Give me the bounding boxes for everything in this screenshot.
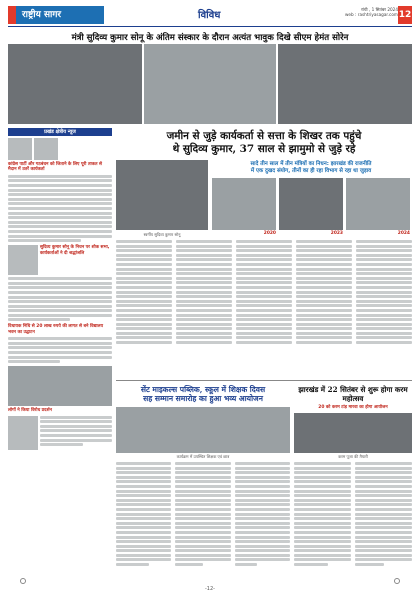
page-footer-number: -12- bbox=[205, 586, 215, 592]
portrait-minister-2 bbox=[279, 178, 343, 230]
section-title: विविध bbox=[198, 10, 221, 21]
school-event-headline-line1: सेंट माइकल्स पब्लिक, स्कूल में शिक्षक दिवस bbox=[140, 385, 266, 394]
story3-headline: विधायक निधि से 20 लाख रुपये की लागत से बने विद्यालय भवन का उद्घाटन bbox=[8, 324, 103, 335]
registration-mark-right bbox=[394, 578, 400, 584]
school-event-body bbox=[116, 462, 290, 568]
karam-festival-caption: करम पूजा की तैयारी bbox=[338, 454, 368, 459]
year-label-2: 2023 bbox=[330, 231, 343, 236]
masthead bbox=[8, 6, 412, 24]
feature-headline bbox=[116, 130, 412, 156]
story2-headline: सुदिव्य कुमार सोनू के निधन पर शोक सभा, कार्यकर्ताओं ने दी श्रद्धांजलि bbox=[40, 245, 110, 256]
news-thumb-3 bbox=[8, 245, 38, 275]
school-event-photo bbox=[116, 407, 290, 453]
school-event-headline bbox=[116, 385, 290, 404]
feature-body-col-1 bbox=[116, 240, 172, 346]
feature-subhead-line2: में एक दुखद संयोग, तीनों का ही रहा विभाग से रहा था जुड़ाव bbox=[250, 168, 372, 174]
feature-headline-line1: जमीन से जुड़े कार्यकर्ता से सत्ता के शिखर तक पहुंचे bbox=[166, 130, 362, 142]
karam-festival-body bbox=[294, 462, 412, 568]
portrait-year-row bbox=[212, 231, 410, 236]
website: web : rashtriyasagar.com bbox=[344, 12, 398, 17]
issue-date: रांची , 1 सितंबर 2024 bbox=[361, 7, 398, 12]
newspaper-brand: राष्ट्रीय सागर bbox=[8, 6, 104, 24]
lead-photo-3 bbox=[278, 44, 412, 124]
portrait-minister-3 bbox=[346, 178, 410, 230]
masthead-rule bbox=[8, 26, 412, 27]
masthead-meta bbox=[308, 7, 398, 17]
school-event-caption: कार्यक्रम में उपस्थित शिक्षक एवं छात्र bbox=[176, 454, 230, 459]
feature-body-col-5 bbox=[356, 240, 412, 346]
story4-headline: लोगों ने किया विरोध प्रदर्शन bbox=[8, 408, 52, 414]
news-thumb-1 bbox=[8, 138, 32, 160]
section-divider bbox=[116, 380, 412, 381]
feature-headline-line2: थे सुदिव्य कुमार, 37 साल से झामुमो से जुड़े रहे bbox=[172, 143, 356, 155]
karam-festival-photo bbox=[294, 413, 412, 453]
feature-photo-caption: स्वर्गीय सुदिव्य कुमार सोनू bbox=[143, 232, 181, 237]
karam-festival-subhead: 20 को करम टांड़ मारवा का होगा आयोजन bbox=[318, 405, 388, 410]
story4-body bbox=[40, 416, 112, 450]
story2-body bbox=[8, 277, 112, 321]
story1-body bbox=[8, 175, 112, 242]
feature-body-col-3 bbox=[236, 240, 292, 346]
year-label-1: 2020 bbox=[263, 231, 276, 236]
news-photo-left-lower bbox=[8, 366, 112, 406]
karam-festival-headline: झारखंड में 22 सितंबर से शुरू होगा करम महोत्सव bbox=[298, 385, 408, 403]
page-number-badge: 12 bbox=[398, 6, 412, 24]
lead-photo-2 bbox=[144, 44, 276, 124]
feature-body-col-2 bbox=[176, 240, 232, 346]
left-column bbox=[8, 128, 112, 450]
news-thumb-2 bbox=[34, 138, 58, 160]
news-thumb-4 bbox=[8, 416, 38, 450]
lead-headline: मंत्री सुदिव्य कुमार सोनू के अंतिम संस्कार के दौरान अत्यंत भावुक दिखे सीएम हेमंत सोरेन bbox=[71, 33, 349, 43]
school-event-headline-line2: सह सम्मान समारोह का हुआ भव्य आयोजन bbox=[143, 394, 263, 404]
lead-photo-1 bbox=[8, 44, 142, 124]
story1-headline: कांग्रेस पार्टी और गठबंधन को जिताने के लिए पूरी ताकत से मैदान में उतरें कार्यकर्ता bbox=[8, 162, 102, 173]
story3-body bbox=[8, 337, 112, 363]
feature-main-photo bbox=[116, 160, 208, 230]
regional-news-box-title: प्रखंड क्षेत्रीय न्यूज bbox=[8, 128, 112, 136]
registration-mark-left bbox=[20, 578, 26, 584]
feature-subhead-line1: सादे तीन साल में तीन मंत्रियों का निधन: झारखंड की राजनीति bbox=[250, 161, 372, 167]
portrait-minister-1 bbox=[212, 178, 276, 230]
feature-subhead bbox=[210, 161, 412, 175]
feature-body-col-4 bbox=[296, 240, 352, 346]
feature-body bbox=[116, 240, 412, 346]
year-label-3: 2024 bbox=[397, 231, 410, 236]
